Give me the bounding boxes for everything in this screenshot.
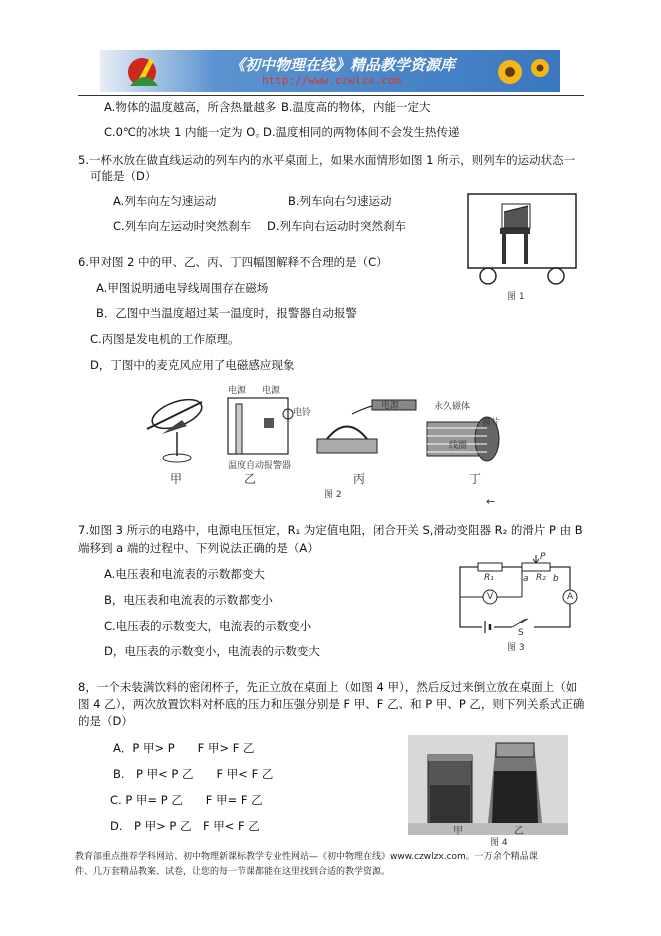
figure-3-caption: 图 3	[507, 643, 525, 653]
q8-option-c: C. P 甲= P 乙 F 甲= F 乙	[110, 793, 263, 807]
q7-option-d: D，电压表的示数变小，电流表的示数变大	[104, 644, 320, 658]
figure-2-label-jia: 甲	[170, 472, 183, 486]
figure-3-label-a: a	[523, 574, 529, 584]
q6-option-a: A.甲图说明通电导线周围存在磁场	[96, 281, 269, 295]
figure-3-ammeter: A	[567, 592, 574, 602]
figure-3-label-r1: R₁	[484, 573, 494, 583]
q8-option-d: D. P 甲> P 乙 F 甲< F 乙	[110, 819, 260, 833]
figure-3-label-b: b	[553, 574, 559, 584]
q7-option-b: B，电压表和电流表的示数都变小	[104, 593, 273, 607]
q5-option-d: D.列车向右运动时突然刹车	[267, 219, 407, 233]
q8-option-b: B. P 甲< P 乙 F 甲< F 乙	[113, 767, 274, 781]
q8-stem-line1: 8，一个未装满饮料的密闭杯子，先正立放在桌面上（如图 4 甲），然后反过来倒立放在桌面上（如	[78, 680, 578, 694]
figure-3-label-s: S	[518, 628, 524, 638]
figure-2-label-magnet: 永久磁体	[434, 402, 471, 412]
figure-2-label-power-2: 电源	[262, 386, 281, 396]
q7-stem-line2: 端移到 a 端的过程中、下列说法正确的是（A）	[78, 541, 319, 555]
q8-stem-line3: 的是（D）	[78, 714, 133, 728]
q5-option-b: B.列车向右匀速运动	[288, 194, 392, 208]
figure-2-label-yi: 乙	[244, 472, 257, 486]
figure-4-label-yi: 乙	[514, 826, 524, 837]
figure-2-label-power-3: 电源	[381, 401, 400, 411]
q6-option-c: C.丙图是发电机的工作原理。	[90, 332, 240, 346]
banner-title: 《初中物理在线》精品教学资源库	[230, 56, 456, 74]
q5-stem-line2: 可能是（D）	[90, 169, 157, 183]
figure-2-caption: 图 2	[324, 490, 342, 500]
header-rule	[78, 95, 584, 96]
footer-line-2: 件、几万套精品教案、试卷，让您的每一节课都能在这里找到合适的教学资源。	[75, 867, 391, 877]
q6-option-d: D，丁图中的麦克风应用了电磁感应现象	[90, 358, 295, 372]
q6-option-b: B．乙图中当温度超过某一温度时，报警器自动报警	[96, 306, 357, 320]
q7-option-c: C.电压表的示数变大，电流表的示数变小	[104, 619, 312, 633]
figure-4-label-jia: 甲	[453, 826, 463, 837]
q4-option-c: C.0℃的冰块 1 内能一定为 O。	[104, 125, 267, 139]
q8-option-a: A．P 甲> P F 甲> F 乙	[113, 741, 255, 755]
q8-stem-line2: 图 4 乙），两次放置饮料对杯底的压力和压强分别是 F 甲、F 乙、和 P 甲、P 乙，则下列关系式正确	[78, 697, 585, 711]
q5-stem-line1: 5.一杯水放在做直线运动的列车内的水平桌面上，如果水面情形如图 1 所示，则列车的运动状态一	[78, 153, 576, 167]
q5-option-a: A.列车向左匀速运动	[113, 194, 217, 208]
q5-option-c: C.列车向左运动时突然刹车	[113, 219, 252, 233]
footer-line-1: 教育部重点推荐学科网站、初中物理新课标教学专业性网站—《初中物理在线》www.czwlzx.com。一万余个精品课	[75, 852, 538, 862]
banner-url: http://www.czwlzx.com	[262, 74, 402, 87]
figure-2-label-ding: 丁	[469, 472, 482, 486]
figure-2-label-alarm: 温度自动报警器	[228, 461, 292, 471]
q6-stem: 6.甲对图 2 中的甲、乙、丙、丁四幅图解释不合理的是（C）	[78, 255, 388, 269]
figure-4-cups	[408, 735, 568, 835]
figure-2-label-membrane: 膜片	[482, 418, 501, 428]
figure-1-train-cup	[466, 192, 578, 287]
header-banner	[100, 50, 560, 92]
figure-3-voltmeter: V	[487, 592, 494, 602]
q4-option-b: B.温度高的物体，内能一定大	[281, 100, 431, 114]
figure-3-label-r2: R₂	[536, 573, 546, 583]
q4-option-a: A.物体的温度越高，所含热量越多	[104, 100, 277, 114]
q4-option-d: D.温度相同的两物体间不会发生热传递	[263, 125, 460, 139]
arrow-left-icon: ←	[486, 495, 496, 508]
q7-stem-line1: 7.如图 3 所示的电路中，电源电压恒定，R₁ 为定值电阻，闭合开关 S,滑动变阻器 R₂ 的滑片 P 由 B	[78, 523, 583, 537]
figure-3-label-p: P	[540, 552, 546, 562]
figure-2-label-power-1: 电源	[228, 386, 247, 396]
figure-2-label-bell: 电铃	[293, 408, 312, 418]
figure-3-circuit	[452, 555, 582, 640]
figure-2-label-coil: 线圈	[449, 441, 468, 451]
figure-4-caption: 图 4	[490, 838, 508, 848]
figure-2-label-bing: 丙	[353, 472, 366, 486]
q7-option-a: A.电压表和电流表的示数都变大	[104, 567, 265, 581]
figure-1-caption: 图 1	[507, 292, 525, 302]
